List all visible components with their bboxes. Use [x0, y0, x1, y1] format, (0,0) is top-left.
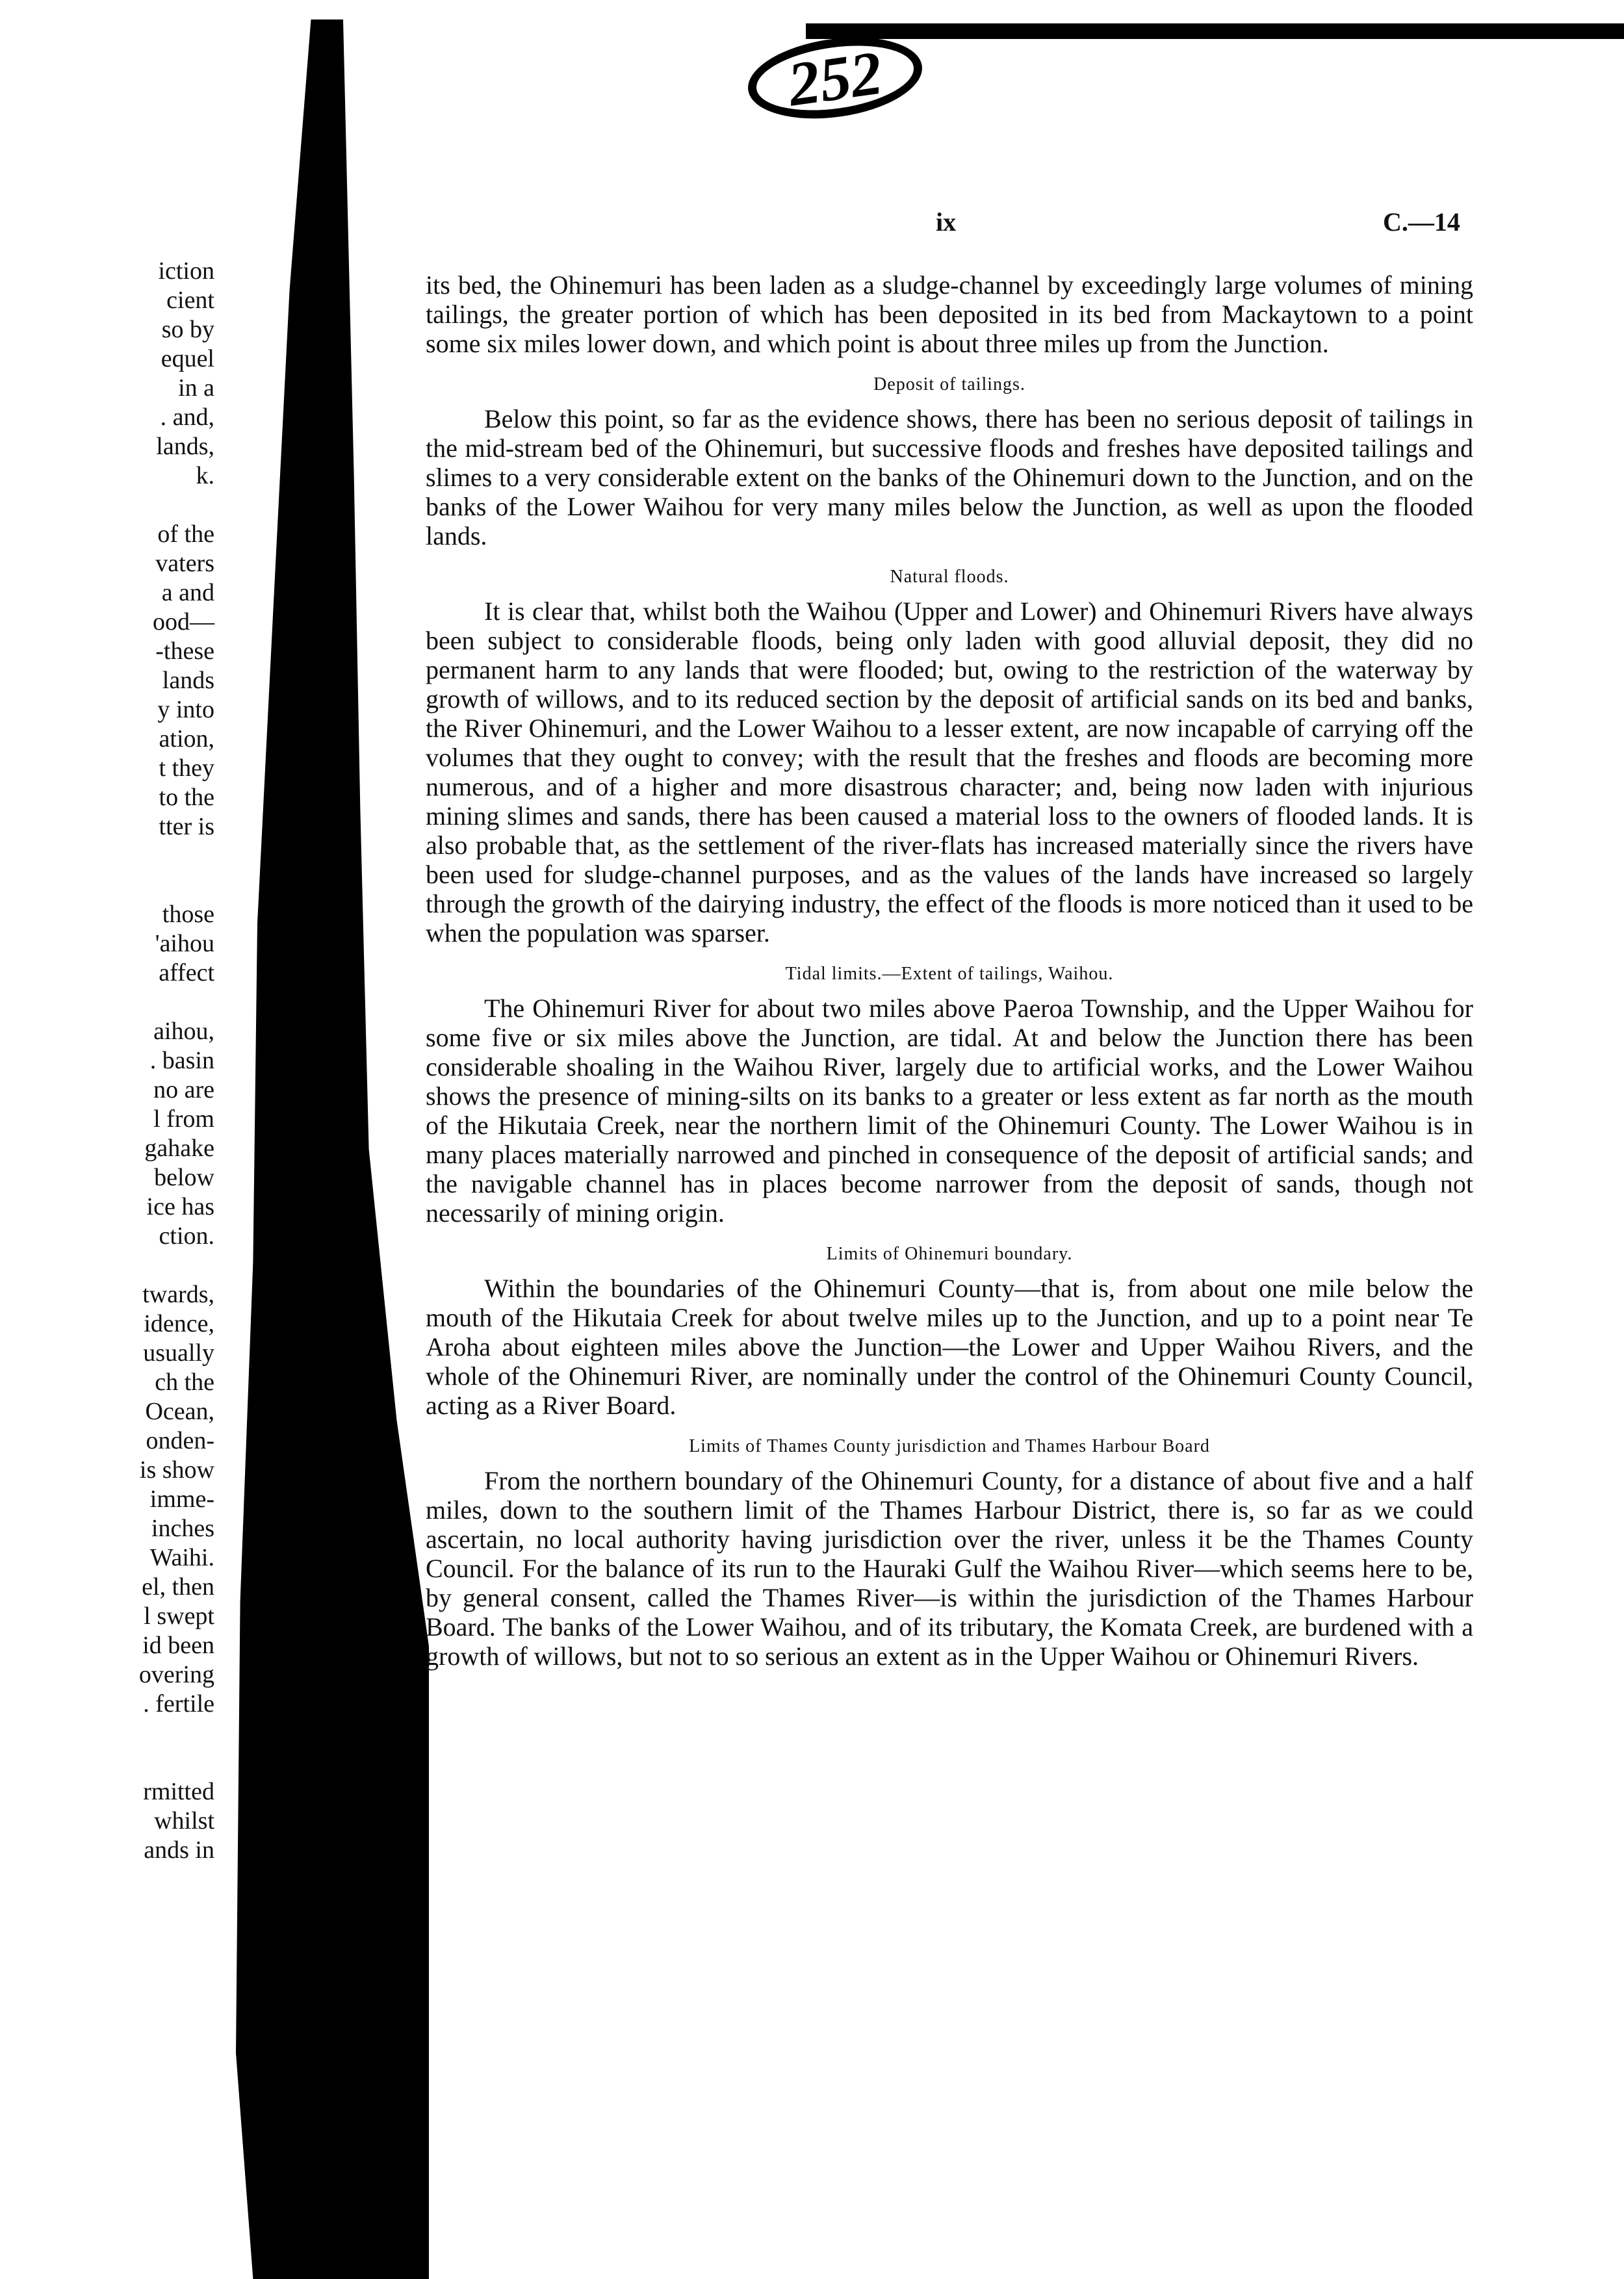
paragraph-boundary: Within the boundaries of the Ohinemuri County—that is, from about one mile below the mouth of the Hikutaia Creek for about twelve miles up to the Junction, and up to a point near Te Aroha about eighteen miles above the Junction—the Lower and Upper Waihou Rivers, and the whole of the Ohinemuri River, are nominally under the control of the Ohinemuri County Council, acting as a River Board.	[426, 1274, 1473, 1420]
fragment-line: l from	[153, 1105, 214, 1133]
fragment-line	[97, 491, 214, 520]
fragment-line: aihou,	[153, 1018, 214, 1045]
paragraph-tidal: The Ohinemuri River for about two miles above Paeroa Township, and the Upper Waihou for some five or six miles above the Junction, are tidal. At and below the Junction there has been considerable shoaling in the Waihou River, largely due to artificial works, and the Lower Waihou shows the presence of mining-silts on its banks to a greater or less extent as far north as the mouth of the Hikutaia Creek, near the northern limit of the Ohinemuri County. The Lower Waihou is in many places materially narrowed and pinched in consequence of the deposit of artificial sands; and the navigable channel has in places become narrower from the deposit of sands, though not necessarily of mining origin.	[426, 994, 1473, 1228]
fragment-line: gahake	[144, 1135, 214, 1162]
fragment-line: id been	[142, 1632, 214, 1659]
page-number-roman: ix	[936, 207, 957, 237]
fragment-line: el, then	[142, 1573, 214, 1601]
fragment-line: a and	[161, 579, 214, 606]
fragment-line	[97, 1719, 214, 1748]
paragraph-floods: It is clear that, whilst both the Waihou (Upper and Lower) and Ohinemuri Rivers have always been subject to considerable floods, being only laden with good alluvial deposit, they did no permanent harm to any lands that were flooded; but, owing to the restriction of the waterway by growth of willows, and to its reduced section by the deposit of artificial sands on its bed and banks, the River Ohinemuri, and the Lower Waihou to a lesser extent, are now incapable of carrying off the volumes that they ought to convey; with the result that the freshes and floods are becoming more numerous, and of a higher and more disastrous character; and, being now laden with injurious mining slimes and sands, there has been caused a material loss to the owners of flooded lands. It is also probable that, as the settlement of the river-flats has increased materially since the rivers have been used for sludge-channel purposes, and as the values of the lands have increased so largely through the growth of the dairying industry, the effect of the floods is more noticed than it used to be when the population was sparser.	[426, 597, 1473, 947]
previous-page-fragments	[97, 257, 214, 1865]
fragment-line: Ocean,	[145, 1398, 214, 1425]
fragment-line: idence,	[144, 1310, 214, 1337]
fragment-line: -these	[155, 637, 214, 665]
heading-thames-jurisdiction: Limits of Thames County jurisdiction and Thames Harbour Board	[689, 1436, 1210, 1456]
fragment-line: inches	[151, 1515, 214, 1542]
fragment-line: overing	[138, 1661, 214, 1688]
fragment-line: equel	[161, 345, 214, 372]
fragment-line: tter is	[159, 813, 214, 840]
fragment-line	[97, 1748, 214, 1777]
fragment-line: iction	[158, 257, 214, 285]
fragment-line: twards,	[142, 1281, 214, 1308]
heading-natural-floods: Natural floods.	[890, 567, 1009, 587]
heading-tidal-limits: Tidal limits.—Extent of tailings, Waihou.	[785, 964, 1114, 984]
fragment-line: 'aihou	[155, 930, 214, 957]
paragraph-intro: its bed, the Ohinemuri has been laden as a sludge-channel by exceedingly large volumes of mining tailings, the greater portion of which has been deposited in its bed from Mackaytown to a point some six miles lower down, and which point is about three miles up from the Junction.	[426, 270, 1473, 358]
fragment-line: imme-	[149, 1486, 214, 1513]
fragment-line: so by	[161, 316, 214, 343]
fragment-line: lands,	[156, 433, 214, 460]
fragment-line	[97, 1251, 214, 1280]
fragment-line: usually	[143, 1339, 214, 1367]
fragment-line: l swept	[144, 1603, 214, 1630]
heading-deposit-of-tailings: Deposit of tailings.	[873, 374, 1025, 394]
binding-shadow	[214, 19, 429, 2279]
fragment-line: . and,	[160, 404, 214, 431]
fragment-line: ch the	[155, 1369, 214, 1396]
fragment-line: whilst	[154, 1807, 214, 1835]
page-number-stamp: 252	[743, 27, 927, 129]
main-text-column	[426, 270, 1473, 1671]
fragment-line: y into	[157, 696, 214, 723]
top-rule	[806, 23, 1624, 39]
fragment-line: affect	[159, 959, 214, 986]
fragment-line: ood—	[153, 608, 214, 636]
fragment-line: ice has	[146, 1193, 214, 1220]
fragment-line: Waihi.	[149, 1544, 214, 1571]
heading-ohinemuri-boundary: Limits of Ohinemuri boundary.	[826, 1244, 1073, 1264]
fragment-line: cient	[166, 287, 214, 314]
fragment-line	[97, 842, 214, 871]
fragment-line	[97, 988, 214, 1017]
fragment-line: of the	[157, 521, 214, 548]
fragment-line: . fertile	[143, 1690, 214, 1718]
fragment-line: k.	[196, 462, 214, 489]
fragment-line: vaters	[155, 550, 214, 577]
fragment-line: . basin	[149, 1047, 214, 1074]
fragment-line: no are	[153, 1076, 214, 1103]
fragment-line: t they	[159, 754, 214, 782]
fragment-line: lands	[162, 667, 214, 694]
fragment-line: in a	[178, 374, 214, 402]
fragment-line: below	[154, 1164, 214, 1191]
fragment-line	[97, 871, 214, 900]
fragment-line: is show	[139, 1456, 214, 1484]
fragment-line: ands in	[144, 1836, 214, 1864]
fragment-line: rmitted	[143, 1778, 214, 1805]
fragment-line: to the	[159, 784, 214, 811]
fragment-line: onden-	[146, 1427, 214, 1454]
fragment-line: ation,	[159, 725, 214, 753]
document-code: C.—14	[1383, 207, 1460, 237]
fragment-line: ction.	[159, 1222, 214, 1250]
fragment-line: those	[162, 901, 214, 928]
paragraph-thames: From the northern boundary of the Ohinemuri County, for a distance of about five and a half miles, down to the southern limit of the Thames Harbour District, there is, so far as we could ascertain, no local authority having jurisdiction over the river, unless it be the Thames County Council. For the balance of its run to the Hauraki Gulf the Waihou River—which seems here to be, by general consent, called the Thames River—is within the jurisdiction of the Thames Harbour Board. The banks of the Lower Waihou, and of its tributary, the Komata Creek, are burdened with a growth of willows, but not to so serious an extent as in the Upper Waihou or Ohinemuri Rivers.	[426, 1466, 1473, 1671]
paragraph-deposit: Below this point, so far as the evidence shows, there has been no serious deposit of tailings in the mid-stream bed of the Ohinemuri, but successive floods and freshes have deposited tailings and slimes to a very considerable extent on the banks of the Ohinemuri down to the Junction, and on the banks of the Lower Waihou for very many miles below the Junction, as well as upon the flooded lands.	[426, 404, 1473, 550]
